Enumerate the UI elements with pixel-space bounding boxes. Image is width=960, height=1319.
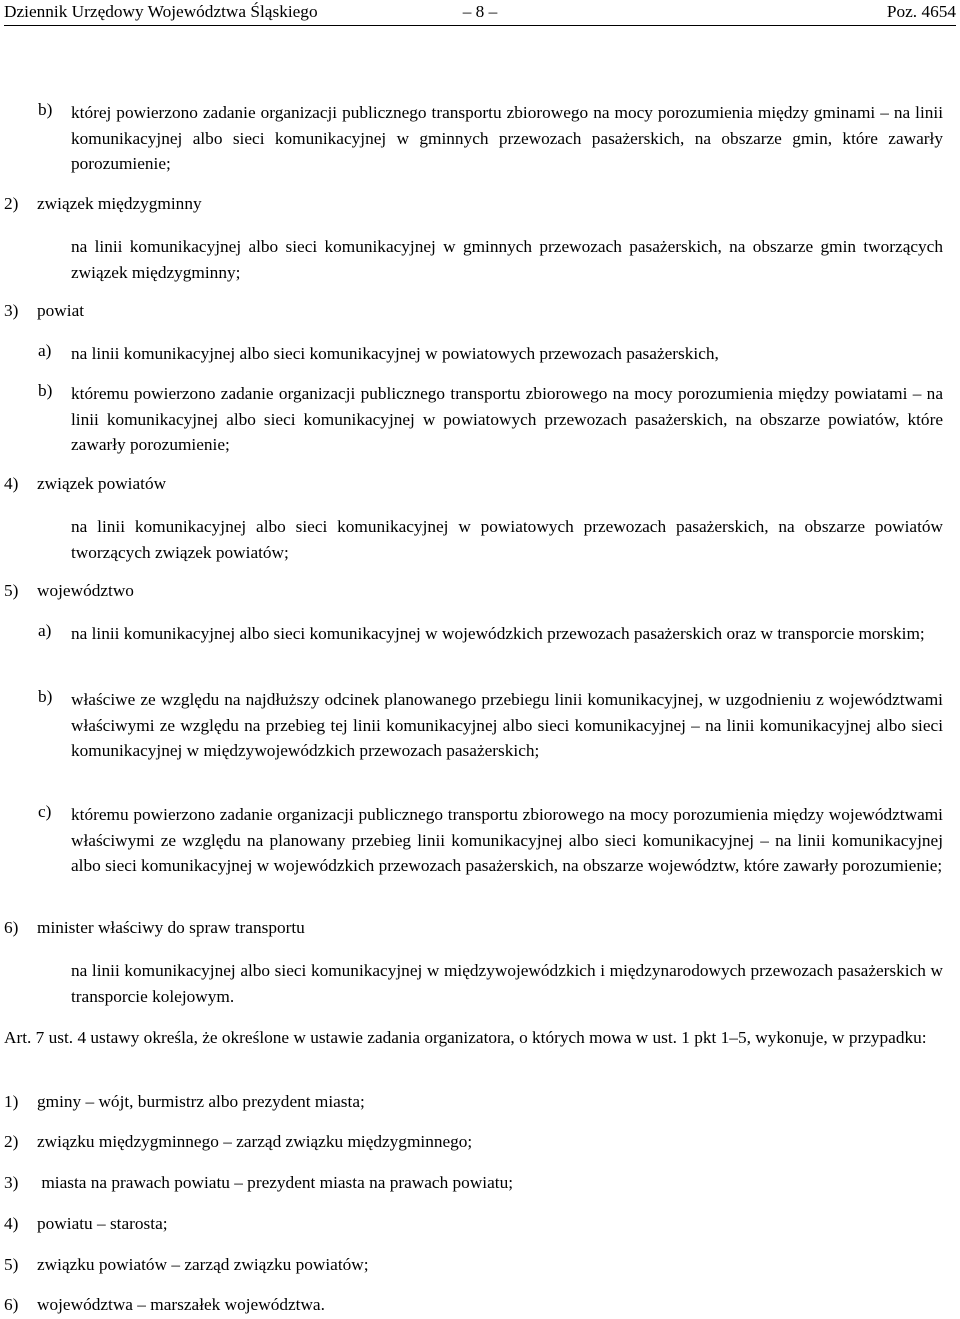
- position-number: Poz. 4654: [886, 2, 956, 21]
- case-number: 3): [4, 1173, 19, 1192]
- item-2-number: 2): [4, 194, 19, 213]
- item-6-number: 6): [4, 918, 19, 937]
- item-1b-text: której powierzono zadanie organizacji publicznego transportu zbiorowego na mocy porozumienia między gminami – na linii komunikacyjnej albo sieci komunikacyjnej w gminnych przewozach pasażerskich, na obszarze gmin, które zawarły porozumienie;: [71, 103, 943, 173]
- case-text: związku powiatów – zarząd związku powiatów;: [37, 1255, 369, 1274]
- case-text: powiatu – starosta;: [37, 1214, 168, 1233]
- item-5-number: 5): [4, 581, 19, 600]
- item-5-title: województwo: [37, 581, 134, 600]
- item-5b-label: b): [38, 687, 53, 706]
- item-5a-text: na linii komunikacyjnej albo sieci komunikacyjnej w wojewódzkich przewozach pasażerskich oraz w transporcie morskim;: [71, 624, 925, 643]
- item-1b-label: b): [38, 100, 53, 119]
- item-2-title: związek międzygminny: [37, 194, 202, 213]
- item-3-title: powiat: [37, 301, 85, 320]
- case-text: województwa – marszałek województwa.: [37, 1295, 325, 1314]
- journal-title: Dziennik Urzędowy Województwa Śląskiego: [4, 2, 318, 21]
- item-6-text: na linii komunikacyjnej albo sieci komunikacyjnej w międzywojewódzkich i międzynarodowych przewozach pasażerskich w transporcie kolejowym.: [71, 961, 943, 1006]
- article-7-paragraph: Art. 7 ust. 4 ustawy określa, że określone w ustawie zadania organizatora, o których mowa w ust. 1 pkt 1–5, wykonuje, w przypadku:: [4, 1028, 927, 1047]
- item-4-title: związek powiatów: [37, 474, 167, 493]
- case-number: 6): [4, 1295, 19, 1314]
- item-3b-text: któremu powierzono zadanie organizacji publicznego transportu zbiorowego na mocy porozumienia między powiatami – na linii komunikacyjnej albo sieci komunikacyjnej w powiatowych przewozach pasażerskich, na obszarze powiatów, które zawarły porozumienie;: [71, 384, 943, 454]
- page-header: [4, 0, 956, 26]
- item-5c-label: c): [38, 802, 52, 821]
- case-text: związku międzygminnego – zarząd związku międzygminnego;: [37, 1132, 473, 1151]
- item-3a-text: na linii komunikacyjnej albo sieci komunikacyjnej w powiatowych przewozach pasażerskich,: [71, 344, 719, 363]
- item-5b-text: właściwe ze względu na najdłuższy odcinek planowanego przebiegu linii komunikacyjnej, w uzgodnieniu z województwami właściwymi ze względu na przebieg tej linii komunikacyjnej albo sieci komunikacyjnej – na linii komunikacyjnej albo sieci komunikacyjnej w międzywojewódzkich przewozach pasażerskich;: [71, 690, 943, 760]
- item-6-title: minister właściwy do spraw transportu: [37, 918, 305, 937]
- case-text: gminy – wójt, burmistrz albo prezydent miasta;: [37, 1092, 365, 1111]
- case-number: 1): [4, 1092, 19, 1111]
- case-number: 4): [4, 1214, 19, 1233]
- case-number: 2): [4, 1132, 19, 1151]
- page-number: – 8 –: [462, 2, 498, 21]
- item-4-number: 4): [4, 474, 19, 493]
- item-4-text: na linii komunikacyjnej albo sieci komunikacyjnej w powiatowych przewozach pasażerskich, na obszarze powiatów tworzących związek powiatów;: [71, 517, 943, 562]
- case-text: miasta na prawach powiatu – prezydent miasta na prawach powiatu;: [37, 1173, 514, 1192]
- case-number: 5): [4, 1255, 19, 1274]
- item-3a-label: a): [38, 341, 52, 360]
- item-2-text: na linii komunikacyjnej albo sieci komunikacyjnej w gminnych przewozach pasażerskich, na obszarze gmin tworzących związek międzygminny;: [71, 237, 943, 282]
- item-5a-label: a): [38, 621, 52, 640]
- item-3-number: 3): [4, 301, 19, 320]
- item-5c-text: któremu powierzono zadanie organizacji publicznego transportu zbiorowego na mocy porozumienia między województwami właściwymi ze względu na planowany przebieg linii komunikacyjnej albo sieci komunikacyjnej – na linii komunikacyjnej albo sieci komunikacyjnej w wojewódzkich przewozach pasażerskich, na obszarze województw, które zawarły porozumienie;: [71, 805, 943, 875]
- item-3b-label: b): [38, 381, 53, 400]
